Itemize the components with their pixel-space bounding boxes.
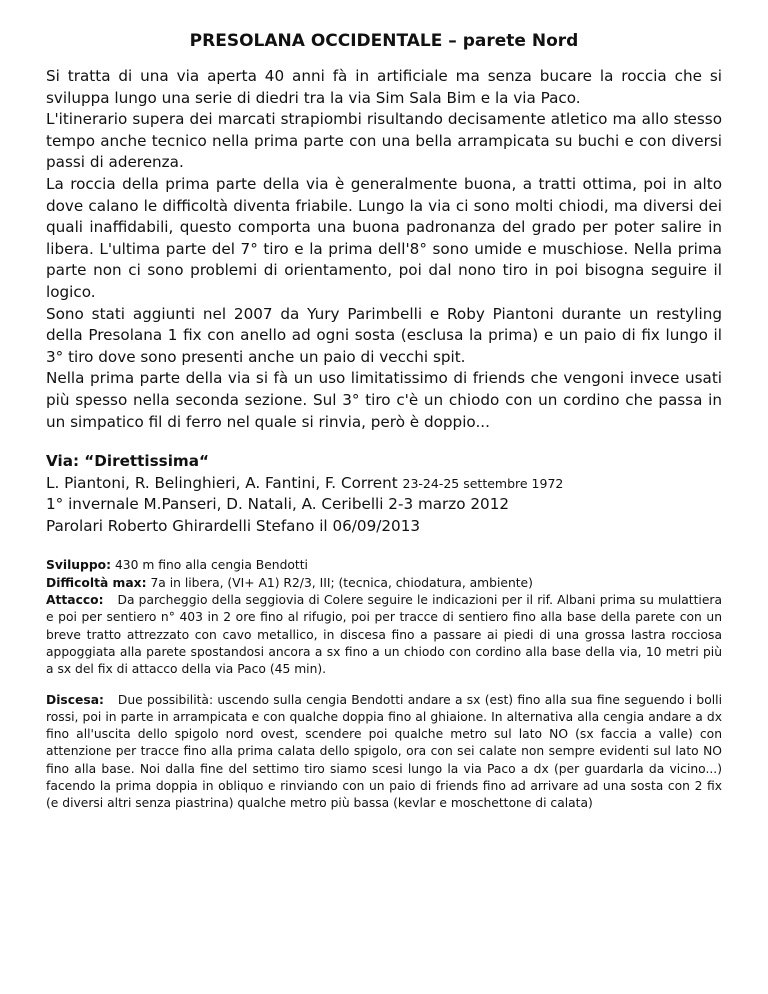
difficolta-row — [46, 575, 722, 592]
intro-section — [46, 66, 722, 433]
first-ascent-line — [46, 473, 722, 495]
intro-paragraph: La roccia della prima parte della via è generalmente buona, a tratti ottima, poi in alto dove calano le difficoltà diventa friabile. Lungo la via ci sono molti chiodi, ma diversi dei quali inaffidabili, questo comporta una buona padronanza del grado per poter salire in libera. L'ultima parte del 7° tiro e la prima dell'8° sono umide e muschiose. Nella prima parte non ci sono problemi di orientamento, poi dal nono tiro in poi bisogna seguire il logico. — [46, 174, 722, 301]
repeat-ascent-line: Parolari Roberto Ghirardelli Stefano il 06/09/2013 — [46, 516, 421, 535]
attacco-label: Attacco: — [46, 593, 104, 608]
discesa-row — [46, 692, 722, 813]
document-page — [46, 30, 722, 813]
discesa-label: Discesa: — [46, 692, 104, 707]
sviluppo-row — [46, 557, 722, 574]
intro-paragraph: Sono stati aggiunti nel 2007 da Yury Parimbelli e Roby Piantoni durante un restyling della Presolana 1 fix con anello ad ogni sosta (esclusa la prima) e un paio di fix lungo il 3° tiro dove sono presenti anche un paio di vecchi spit. — [46, 304, 722, 366]
sviluppo-value: 430 m fino alla cengia Bendotti — [114, 558, 308, 573]
discesa-value: Due possibilità: uscendo sulla cengia Bendotti andare a sx (est) fino alla sua fine seguendo i bolli rossi, poi in parte in arrampicata e con qualche doppia fino al ghiaione. In alternativa alla cengia andare a dx fino all'uscita dello spigolo nord ovest, scendere poi qualche metro sul lato NO (sx faccia a valle) con attenzione per tracce fino alla prima calata dello spigolo, ora con sei calate non sempre evidenti sul lato NO fino alla base. Noi dalla fine del settimo tiro siamo scesi lungo la via Paco a dx (per guardarla da vicino...) facendo la prima doppia in obliquo e rinviando con un paio di friends fino ad arrivare ad una sosta con 2 fix (e diversi altri senza piastrina) qualche metro più bassa (kevlar e moschettone di calata) — [46, 692, 722, 811]
technical-details — [46, 557, 722, 812]
attacco-value: Da parcheggio della seggiovia di Colere seguire le indicazioni per il rif. Albani prima su mulattiera e poi per sentiero n° 403 in 2 ore fino al rifugio, poi per tracce di sentiero fino alla base della parete con un breve tratto attrezzato con cavo metallico, in discesa fino a passare ai piedi di una grossa lastra rocciosa appoggiata alla parete spostandosi ancora a sx fino a un chiodo con cordino alla base della via, 10 metri più a sx del fix di attacco della via Paco (45 min). — [46, 593, 722, 677]
page-title: PRESOLANA OCCIDENTALE – parete Nord — [189, 31, 579, 51]
intro-paragraph: L'itinerario supera dei marcati strapiombi risultando decisamente atletico ma allo stesso tempo anche tecnico nella prima parte con una bella arrampicata su buchi e con diversi passi di aderenza. — [46, 110, 722, 172]
intro-paragraph: Si tratta di una via aperta 40 anni fà in artificiale ma senza bucare la roccia che si sviluppa lungo una serie di diedri tra la via Sim Sala Bim e la via Paco. — [46, 67, 722, 107]
difficolta-value: 7a in libera, (VI+ A1) R2/3, III; (tecnica, chiodatura, ambiente) — [150, 575, 533, 590]
attacco-row — [46, 592, 722, 678]
first-ascent-date: 23-24-25 settembre 1972 — [402, 475, 564, 491]
intro-paragraph: Nella prima parte della via si fà un uso limitatissimo di friends che vengoni invece usati più spesso nella seconda sezione. Sul 3° tiro c'è un chiodo con un cordino che passa in un simpatico fil di ferro nel quale si rinvia, però è doppio... — [46, 369, 722, 431]
sviluppo-label: Sviluppo: — [46, 558, 112, 573]
route-name: Via: “Direttissima“ — [46, 452, 209, 471]
winter-ascent-line: 1° invernale M.Panseri, D. Natali, A. Ceribelli 2-3 marzo 2012 — [46, 495, 510, 514]
difficolta-label: Difficoltà max: — [46, 575, 147, 590]
first-ascent-climbers: L. Piantoni, R. Belinghieri, A. Fantini, F. Corrent — [46, 473, 398, 492]
route-info — [46, 451, 722, 537]
